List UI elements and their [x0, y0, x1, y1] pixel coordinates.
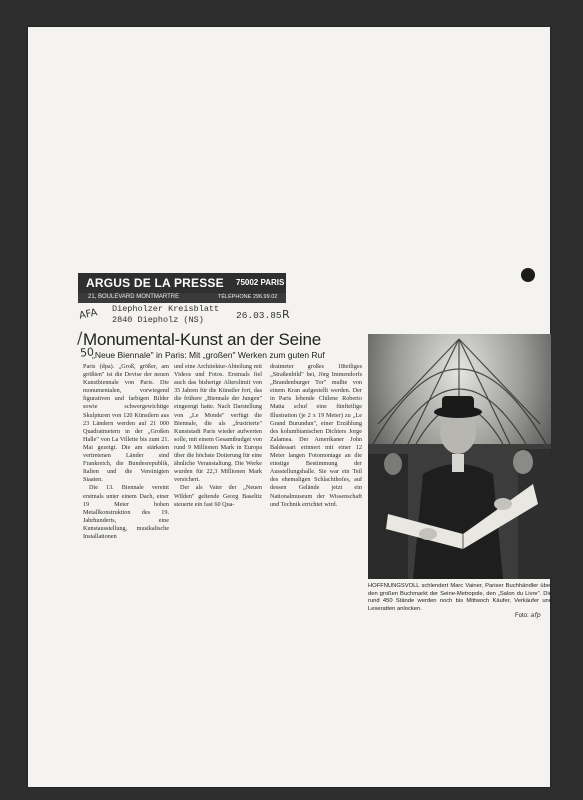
headline-mark: /: [77, 328, 83, 347]
source-date: 26.03.85: [236, 310, 282, 321]
source-mark: R: [282, 308, 290, 321]
punch-hole: [521, 268, 535, 282]
paragraph: Die 13. Biennale vereint erstmals unter einem Dach, einer 19 Meter hohen Metallkonstruktion des 19. Jahrhunderts, eine Kunstausstellung, musikalische Installationen: [83, 484, 169, 540]
handwritten-afa: AFA: [78, 307, 99, 322]
press-clipping-masthead: [78, 273, 286, 303]
article-headline: Monumental-Kunst an der Seine: [83, 330, 322, 349]
agency-address: 21, BOULEVARD MONTMARTRE: [88, 294, 180, 300]
article-column-3: [270, 363, 362, 509]
article-column-1: [83, 363, 169, 541]
source-place: 2840 Diepholz (NS): [112, 315, 204, 325]
agency-city: 75002 PARIS: [236, 278, 285, 287]
photo-credit-label: Foto:: [515, 613, 529, 619]
photo-credit: [515, 611, 541, 619]
article-subhead: „Neue Biennale" in Paris: Mit „großen" Werken zum guten Ruf: [92, 350, 325, 360]
photo-caption: HOFFNUNGSVOLL schlendert Marc Vainer, Pariser Buchhändler über den großen Buchmarkt der Seine-Metropole, den „Salon du Livre". Die rund 450 Stände werden noch bis Mittwoch Käufer, Verkäufer und Leseratten anlocken.: [368, 583, 552, 612]
article-column-2: [174, 363, 262, 509]
article-photo: [368, 334, 551, 579]
photo-credit-hand: afp: [530, 611, 541, 619]
handwritten-number: 50: [79, 345, 95, 360]
paragraph: dratmeter großes 18teiliges „Straßenbild" bei, Jörg Immendorfs „Brandenburger Tor" mußte von einem Kran aufgestellt werden. Der in Paris lebende Chilene Roberto Matta schuf eine fünfteilige Illustration (je 2 x 19 Meter) zu „Le Grand Burundun", einer Erzählung des kolumbianischen Dichters Jorge Zalamea. Der Amerikaner John Baldessari erinnert mit einer 12 Meter langen Fotomontage an die einstige Bestimmung der Ausstellungshalle. Sie war ein Teil des ehemaligen Schlachthofes, auf dessen Gelände jetzt ein Nationalmuseum der Wissenschaft und Technik errichtet wird.: [270, 363, 362, 508]
agency-name: ARGUS DE LA PRESSE: [86, 276, 224, 290]
source-paper: Diepholzer Kreisblatt: [112, 304, 220, 314]
agency-phone: TÉLÉPHONE 296.99.02: [218, 294, 278, 300]
paragraph: und eine Architektur-Abteilung mit Videos und Fotos. Erstmals fiel auch das bisherige Alterslimit von 35 Jahren für die Künstler fort, das die frühere „Biennale der Jungen" eingeengt hatte. Nach Darstellung von „Le Monde" verfügt die Biennale, die als „frustrierte" Kunststadt Paris wieder aufwerten solle, mit einem Gesamtbudget von rund 9 Millionen Mark in Europa über die höchste Dotierung für eine ähnliche Veranstaltung. Die Werke wurden für 22,3 Millionen Mark versichert.: [174, 363, 262, 484]
paragraph: Paris (dpa). „Groß, größer, am größten" ist die Devise der neuen Kunstbiennale von Paris. Die monumentalen, vorwiegend figurativen und farbigen Bilder sowie schwergewichtige Skulpturen von 120 Künstlern aus 23 Ländern werden auf 21 000 Quadratmetern in der „Großen Halle" von La Villette bis zum 21. Mai gezeigt. Die am stärksten vertretenen Länder sind Frankreich, die Bundesrepublik, Italien und die Vereinigten Staaten.: [83, 363, 169, 484]
paragraph: Der als Vater der „Neuen Wilden" geltende Georg Baselitz steuerte ein fast 60 Qua-: [174, 484, 262, 508]
